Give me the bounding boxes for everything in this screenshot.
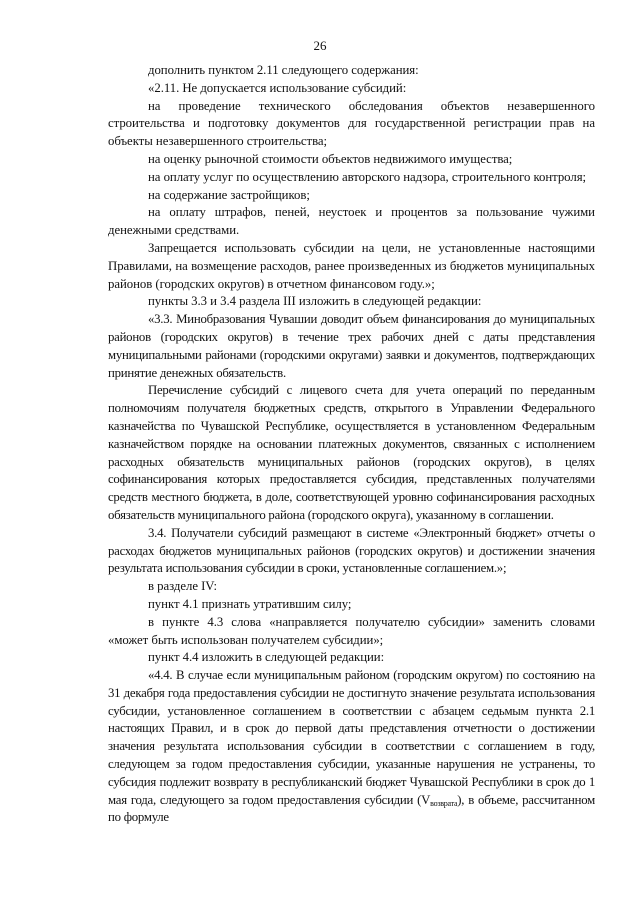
paragraph: пункты 3.3 и 3.4 раздела III изложить в следующей редакции: [148,294,482,309]
paragraph: 3.4. Получатели субсидий размещают в системе «Электронный бюджет» отчеты о расходах бюджетов муниципальных районов (городских округов) и достижении значения результата использования субсидии в сроки, установленные соглашением.»; [108,525,595,576]
paragraph: на оплату штрафов, пеней, неустоек и процентов за пользование чужими денежными средствами. [108,205,595,238]
paragraph: на оценку рыночной стоимости объектов недвижимого имущества; [148,151,513,166]
paragraph: в разделе IV: [148,579,218,594]
paragraph: пункт 4.1 признать утратившим силу; [148,596,352,611]
paragraph: на проведение технического обследования объектов незавершенного строительства и подготовку документов для государственной регистрации прав на объекты незавершенного строительства; [108,98,595,149]
refund-subscript: возврата [430,798,458,808]
document-body [108,62,595,827]
paragraph: Запрещается использовать субсидии на цели, не установленные настоящими Правилами, на возмещение расходов, ранее произведенных из бюджетов муниципальных районов (городских округов) в отчетном финансовом году.»; [108,240,595,291]
paragraph: на оплату услуг по осуществлению авторского надзора, строительного контроля; [148,169,587,184]
paragraph: «2.11. Не допускается использование субсидий: [148,80,407,95]
paragraph: на содержание застройщиков; [148,187,310,202]
paragraph: дополнить пунктом 2.11 следующего содержания: [148,63,419,77]
paragraph: в пункте 4.3 слова «направляется получателю субсидии» заменить словами «может быть использован получателем субсидии»; [108,614,595,647]
paragraph-text-end: ), в объеме, рассчитанном по формуле [108,792,596,825]
paragraph-text: «4.4. В случае если муниципальным районом (городским округом) по состоянию на 31 декабря года предоставления субсидии не достигнуто значение результата использования субсидии, установленное соглашением в соответствии с абзацем седьмым пункта 2.1 настоящих Правил, и в срок до первой даты представления отчетности о достижении значения результата использования субсидии в соответствии с соглашением в году, следующем за годом предоставления субсидии, указанные нарушения не устранены, то субсидия подлежит возврату в республиканский бюджет Чувашской Республики в срок до 1 мая года, следующего за годом предоставления субсидии (V [108,668,595,807]
paragraph-formula-intro [108,667,595,827]
paragraph: Перечисление субсидий с лицевого счета для учета операций по переданным полномочиям получателя бюджетных средств, открытого в Управлении Федерального казначейства по Чувашской Республике, осуществляется в установленном Федеральным казначейством порядке на основании платежных документов, связанных с исполнением расходных обязательств муниципальных районов (городских округов), в целях софинансирования которых предоставляется субсидия, представленных получателями средств местного бюджета, в доле, соответствующей уровню софинансирования расходных обязательств муниципального района (городского округа), указанному в соглашении. [108,383,595,522]
paragraph: «3.3. Минобразования Чувашии доводит объем финансирования до муниципальных районов (городских округов) в течение трех рабочих дней с даты представления муниципальными районами (городскими округами) заявки и документов, подтверждающих принятие денежных обязательств. [108,312,595,380]
page-number: 26 [313,38,327,53]
paragraph: пункт 4.4 изложить в следующей редакции: [148,650,385,665]
